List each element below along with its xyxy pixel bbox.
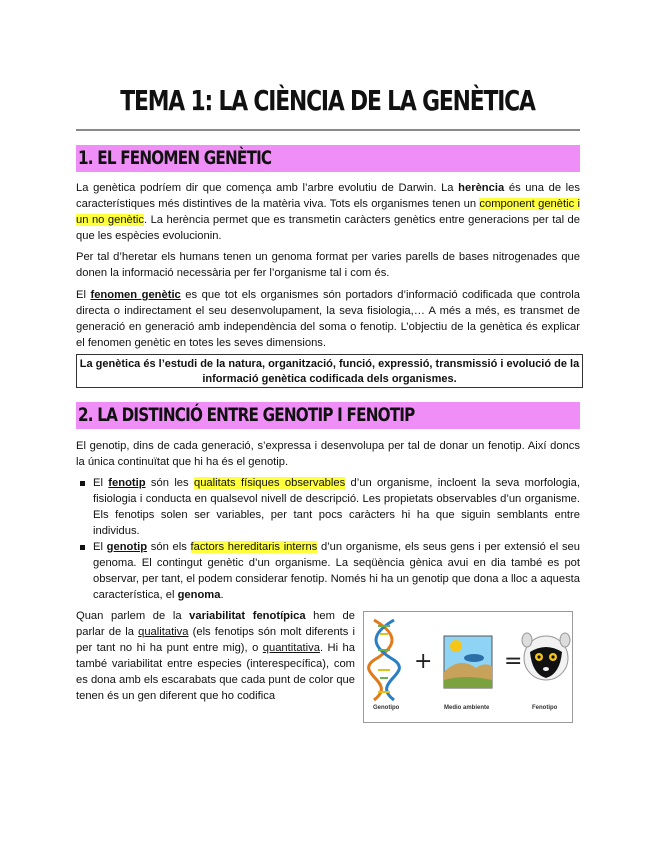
text: d’un organisme, incloent la seva morfologia, fisiologia i conducta en qualsevol nivell de descripció. Les propietats observables d’un organisme. Els fenotips solen ser variables, per tant pocs caràcters hi ha que siguin semblants entre individus. xyxy=(93,477,580,537)
text: es que tot els organismes són portadors d’informació codificada que controla directa o indirectament el seu desenvolupament, la seva fisiologia,… A més a més, es transmet de generació en generació amb independència del soma o fenotip. L’objectiu de la genètica és explicar el fenomen genètic en totes les seves dimensions. xyxy=(76,289,580,349)
text: d’un organisme, els seus gens i per extensió el seu genoma. El contingut genètic d’un organisme. La seqüència gènica avui en dia també es pot observar, per tant, el podem considerar fenotip. Només hi ha un genotip que dona a lloc a aquesta característica, el xyxy=(93,541,580,601)
text: El xyxy=(93,541,107,553)
term-variabilitat: variabilitat fenotípica xyxy=(189,610,306,622)
text: . La herència permet que es transmetin caràcters genètics entre generacions per tal de que les espècies evolucionin. xyxy=(76,214,580,242)
term-fenomen-genetic: fenomen genètic xyxy=(90,289,181,301)
text: . xyxy=(220,589,224,601)
phenotype-animal-icon xyxy=(522,633,570,680)
definition-box: La genètica és l’estudi de la natura, organització, funció, expressió, transmissió i evolució de la informació genètica codificada dels organismes. xyxy=(76,354,583,388)
section-heading-2-text: 2. LA DISTINCIÓ ENTRE GENOTIP I FENOTIP xyxy=(78,404,415,426)
page-title: TEMA 1: LA CIÈNCIA DE LA GENÈTICA xyxy=(120,84,535,117)
text: és una de les característiques més distintives de la matèria viva. Tots els organismes tenen un xyxy=(76,182,580,210)
genotype-phenotype-figure xyxy=(363,611,573,723)
section-heading-1 xyxy=(76,145,580,172)
paragraph-variability xyxy=(76,608,355,704)
caption-environment: Medio ambiente xyxy=(444,705,490,711)
text: són els xyxy=(147,541,191,553)
section-heading-2 xyxy=(76,402,580,429)
equals-sign: = xyxy=(504,649,523,674)
text: (els fenotips són molt diferents i per tant no hi ha punt entre mig), o xyxy=(76,626,355,654)
highlight: component genètic i un no genètic xyxy=(76,198,580,226)
text: El xyxy=(93,477,109,489)
highlight: qualitats físiques observables xyxy=(193,477,346,489)
paragraph-genetic-phenomenon xyxy=(76,287,580,351)
dna-icon xyxy=(369,620,400,700)
term-quantitativa: quantitativa xyxy=(262,642,320,654)
paragraph-genotype-intro: El genotip, dins de cada generació, s’expressa i desenvolupa per tal de donar un fenotip. Així doncs la única continuïtat que hi ha és el genotip. xyxy=(76,440,580,468)
term-qualitativa: qualitativa xyxy=(138,626,189,638)
plus-sign: + xyxy=(414,649,433,674)
caption-phenotype: Fenotipo xyxy=(532,705,558,711)
paragraph-heredity xyxy=(76,180,580,244)
text: . Hi ha també variabilitat entre especies (interespecífica), com es dona amb els escarabats que cada punt de color que tenen és un gen diferent que ho codifica xyxy=(76,642,355,702)
term-genoma: genoma xyxy=(177,589,221,601)
term-herencia: herència xyxy=(458,182,505,194)
list-item xyxy=(76,475,580,539)
list-item xyxy=(76,539,580,603)
text: són les xyxy=(145,477,194,489)
text: Quan parlem de la xyxy=(76,610,190,622)
definition-list xyxy=(76,475,580,603)
highlight: factors hereditaris interns xyxy=(190,541,318,553)
term-genotip: genotip xyxy=(106,541,148,553)
section-heading-1-text: 1. EL FENOMEN GENÈTIC xyxy=(78,147,272,169)
bullet-icon xyxy=(80,545,85,550)
text: La genètica podríem dir que comença amb l’arbre evolutiu de Darwin. La xyxy=(76,182,459,194)
bullet-icon xyxy=(80,481,85,486)
paragraph-genome: Per tal d’heretar els humans tenen un genoma format per varies parells de bases nitrogenades que donen la informació necessària per fer l’organisme tal i com és. xyxy=(76,251,580,279)
term-fenotip: fenotip xyxy=(108,477,146,489)
environment-icon xyxy=(444,636,492,688)
text: hem de parlar de la xyxy=(76,610,355,638)
text: El xyxy=(76,289,91,301)
title-divider xyxy=(76,129,580,131)
caption-genotype: Genotipo xyxy=(373,705,400,711)
